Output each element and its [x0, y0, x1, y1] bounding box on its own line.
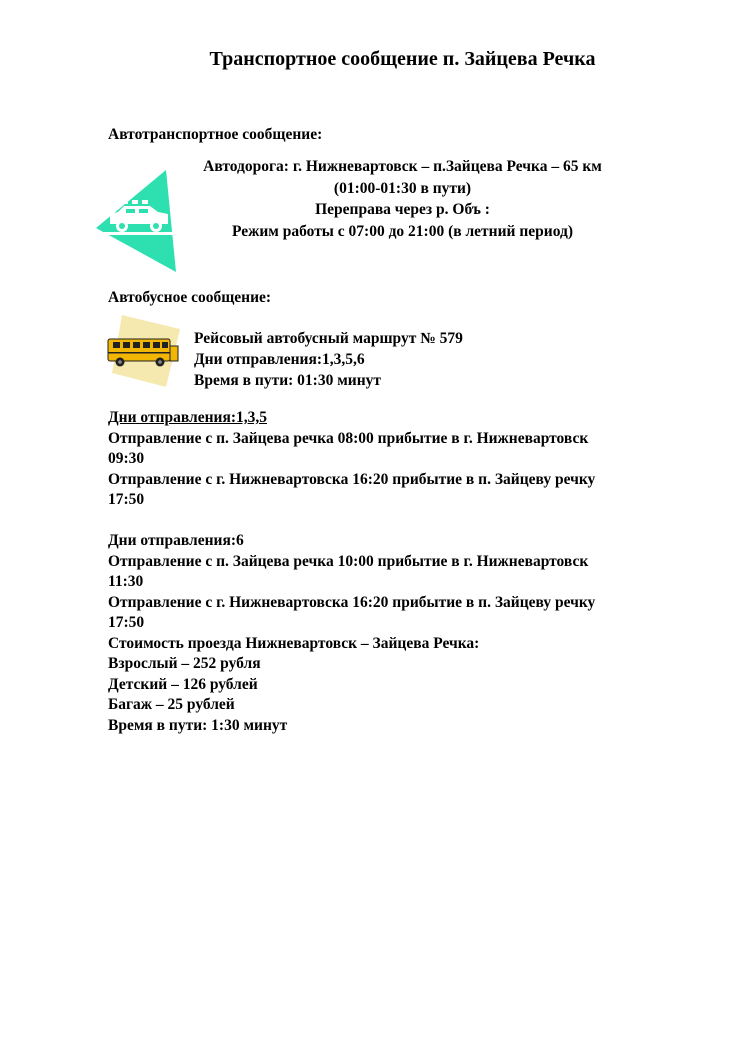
- road-distance: Автодорога: г. Нижневартовск – п.Зайцева Речка – 65 км: [203, 158, 602, 175]
- schedule-days-heading: Дни отправления:1,3,5: [108, 409, 268, 426]
- fare-heading: Стоимость проезда Нижневартовск – Зайцева Речка:: [108, 634, 480, 652]
- route-travel-time: Время в пути: 01:30 минут: [194, 372, 381, 389]
- fare-adult: Взрослый – 252 рубля: [108, 655, 261, 672]
- page-title: Транспортное сообщение п. Зайцева Речка: [209, 48, 596, 70]
- total-travel-time: Время в пути: 1:30 минут: [108, 716, 288, 734]
- road-travel-time: (01:00-01:30 в пути): [333, 179, 472, 197]
- departure-line: Отправление с г. Нижневартовска 16:20 прибытие в п. Зайцеву речку: [108, 470, 596, 488]
- departure-line: Отправление с г. Нижневартовска 16:20 прибытие в п. Зайцеву речку: [108, 593, 596, 611]
- route-number: Рейсовый автобусный маршрут № 579: [194, 330, 463, 347]
- schedule-day-6: [108, 531, 708, 736]
- route-days: Дни отправления:1,3,5,6: [194, 351, 365, 368]
- departure-line: Отправление с п. Зайцева речка 08:00 прибытие в г. Нижневартовск: [108, 429, 589, 447]
- auto-route-info: [110, 156, 695, 242]
- bus-route-info: [194, 328, 463, 391]
- departure-line: Отправление с п. Зайцева речка 10:00 прибытие в г. Нижневартовск: [108, 552, 589, 570]
- departure-line-end: 09:30: [108, 450, 145, 467]
- fare-child: Детский – 126 рублей: [108, 675, 258, 693]
- school-bus-icon: [104, 315, 182, 387]
- ferry-hours: Режим работы с 07:00 до 21:00 (в летний период): [231, 222, 574, 240]
- departure-line-end: 17:50: [108, 491, 145, 508]
- schedule-days-heading: Дни отправления:6: [108, 532, 244, 549]
- departure-line-end: 17:50: [108, 614, 145, 631]
- ferry-label: Переправа через р. Объ :: [315, 201, 490, 218]
- departure-line-end: 11:30: [108, 573, 144, 590]
- auto-section-heading: Автотранспортное сообщение:: [108, 126, 323, 143]
- schedule-days-1-3-5: [108, 408, 708, 511]
- fare-baggage: Багаж – 25 рублей: [108, 696, 235, 713]
- bus-section-heading: Автобусное сообщение:: [108, 289, 272, 306]
